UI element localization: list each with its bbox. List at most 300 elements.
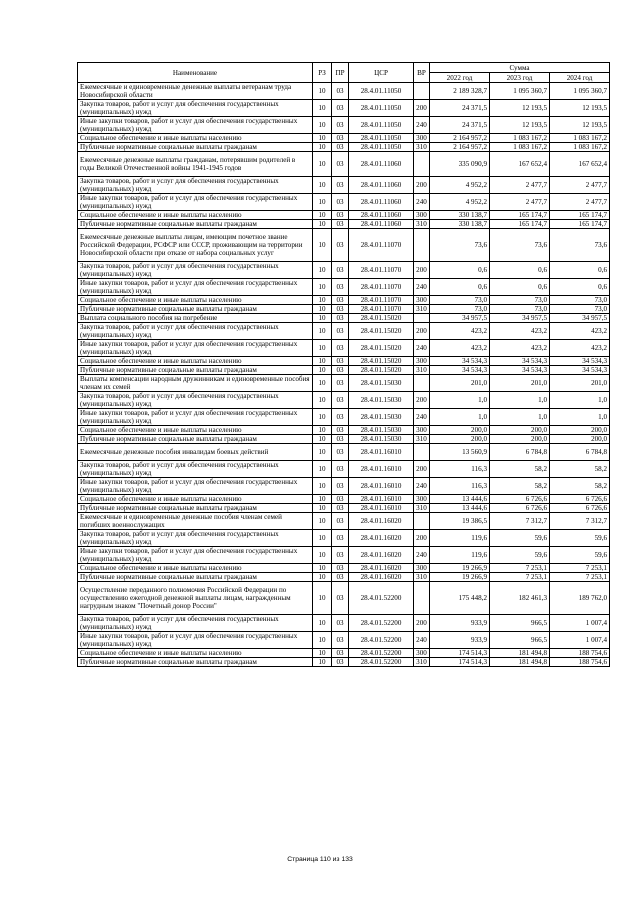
cell-vr: 200 <box>414 177 430 194</box>
cell-rz: 10 <box>313 194 332 211</box>
cell-name: Публичные нормативные социальные выплаты гражданам <box>78 658 313 667</box>
cell-name: Закупка товаров, работ и услуг для обеспечения государственных (муниципальных) нужд <box>78 177 313 194</box>
cell-rz: 10 <box>313 573 332 582</box>
cell-2022: 13 444,6 <box>430 495 490 504</box>
cell-2024: 165 174,7 <box>550 211 610 220</box>
cell-csr: 28.4.01.16020 <box>349 547 414 564</box>
cell-name: Иные закупки товаров, работ и услуг для обеспечения государственных (муниципальных) нужд <box>78 478 313 495</box>
cell-2022: 13 444,6 <box>430 504 490 513</box>
col-header-vr: ВР <box>414 63 430 83</box>
cell-2023: 6 726,6 <box>490 504 550 513</box>
cell-pr: 03 <box>332 296 349 305</box>
cell-csr: 28.4.01.11070 <box>349 262 414 279</box>
cell-pr: 03 <box>332 495 349 504</box>
cell-vr: 300 <box>414 649 430 658</box>
cell-vr: 240 <box>414 279 430 296</box>
table-row <box>78 461 610 478</box>
cell-pr: 03 <box>332 152 349 177</box>
cell-pr: 03 <box>332 392 349 409</box>
cell-csr: 28.4.01.52200 <box>349 649 414 658</box>
cell-2023: 1 083 167,2 <box>490 134 550 143</box>
cell-2022: 330 138,7 <box>430 220 490 229</box>
cell-rz: 10 <box>313 177 332 194</box>
cell-pr: 03 <box>332 100 349 117</box>
cell-name: Публичные нормативные социальные выплаты гражданам <box>78 573 313 582</box>
cell-csr: 28.4.01.11070 <box>349 229 414 262</box>
table-row <box>78 279 610 296</box>
cell-csr: 28.4.01.11050 <box>349 100 414 117</box>
cell-rz: 10 <box>313 409 332 426</box>
cell-2024: 189 762,0 <box>550 582 610 615</box>
cell-csr: 28.4.01.16010 <box>349 478 414 495</box>
cell-pr: 03 <box>332 357 349 366</box>
cell-pr: 03 <box>332 530 349 547</box>
cell-2023: 73,0 <box>490 305 550 314</box>
table-row <box>78 134 610 143</box>
cell-csr: 28.4.01.11050 <box>349 117 414 134</box>
table-row <box>78 409 610 426</box>
cell-vr: 310 <box>414 143 430 152</box>
cell-rz: 10 <box>313 220 332 229</box>
cell-name: Ежемесячные денежные выплаты гражданам, потерявшим родителей в годы Великой Отечественной войны 1941-1945 годов <box>78 152 313 177</box>
cell-pr: 03 <box>332 305 349 314</box>
cell-2022: 423,2 <box>430 323 490 340</box>
cell-2022: 19 266,9 <box>430 573 490 582</box>
table-row <box>78 83 610 100</box>
cell-vr: 310 <box>414 658 430 667</box>
cell-csr: 28.4.01.15020 <box>349 357 414 366</box>
cell-rz: 10 <box>313 435 332 444</box>
cell-rz: 10 <box>313 83 332 100</box>
page-number: Страница 110 из 133 <box>287 856 353 863</box>
cell-rz: 10 <box>313 375 332 392</box>
table-row <box>78 435 610 444</box>
cell-csr: 28.4.01.11060 <box>349 194 414 211</box>
cell-csr: 28.4.01.52200 <box>349 632 414 649</box>
cell-2024: 58,2 <box>550 478 610 495</box>
cell-vr <box>414 444 430 461</box>
cell-name: Закупка товаров, работ и услуг для обеспечения государственных (муниципальных) нужд <box>78 262 313 279</box>
cell-2023: 165 174,7 <box>490 220 550 229</box>
cell-pr: 03 <box>332 582 349 615</box>
cell-2022: 200,0 <box>430 426 490 435</box>
cell-vr <box>414 375 430 392</box>
cell-2024: 59,6 <box>550 547 610 564</box>
cell-csr: 28.4.01.15030 <box>349 435 414 444</box>
cell-name: Публичные нормативные социальные выплаты гражданам <box>78 220 313 229</box>
cell-csr: 28.4.01.11070 <box>349 305 414 314</box>
cell-2022: 174 514,3 <box>430 649 490 658</box>
cell-pr: 03 <box>332 649 349 658</box>
cell-2022: 116,3 <box>430 461 490 478</box>
cell-rz: 10 <box>313 143 332 152</box>
cell-name: Выплаты компенсации народным дружинникам и единовременные пособия членам их семей <box>78 375 313 392</box>
cell-2024: 73,6 <box>550 229 610 262</box>
cell-2024: 1 007,4 <box>550 615 610 632</box>
cell-2022: 335 090,9 <box>430 152 490 177</box>
col-header-csr: ЦСР <box>349 63 414 83</box>
cell-2022: 34 534,3 <box>430 366 490 375</box>
cell-rz: 10 <box>313 134 332 143</box>
cell-csr: 28.4.01.11060 <box>349 211 414 220</box>
cell-vr: 240 <box>414 632 430 649</box>
cell-vr: 310 <box>414 305 430 314</box>
cell-pr: 03 <box>332 658 349 667</box>
cell-pr: 03 <box>332 279 349 296</box>
cell-rz: 10 <box>313 444 332 461</box>
cell-vr <box>414 152 430 177</box>
cell-name: Ежемесячные денежные пособия инвалидам боевых действий <box>78 444 313 461</box>
cell-2022: 73,6 <box>430 229 490 262</box>
cell-rz: 10 <box>313 547 332 564</box>
cell-name: Иные закупки товаров, работ и услуг для обеспечения государственных (муниципальных) нужд <box>78 117 313 134</box>
table-row <box>78 117 610 134</box>
cell-2023: 1 083 167,2 <box>490 143 550 152</box>
cell-vr: 200 <box>414 615 430 632</box>
table-row <box>78 177 610 194</box>
cell-2024: 1 083 167,2 <box>550 134 610 143</box>
cell-name: Ежемесячные и единовременные денежные пособия членам семей погибших военнослужащих <box>78 513 313 530</box>
budget-table <box>77 62 610 667</box>
cell-2024: 12 193,5 <box>550 117 610 134</box>
cell-2024: 1 095 360,7 <box>550 83 610 100</box>
cell-rz: 10 <box>313 229 332 262</box>
table-row <box>78 220 610 229</box>
cell-pr: 03 <box>332 229 349 262</box>
cell-csr: 28.4.01.11060 <box>349 152 414 177</box>
cell-pr: 03 <box>332 435 349 444</box>
table-row <box>78 573 610 582</box>
table-row <box>78 582 610 615</box>
cell-2023: 1,0 <box>490 392 550 409</box>
cell-rz: 10 <box>313 478 332 495</box>
cell-pr: 03 <box>332 426 349 435</box>
cell-vr: 200 <box>414 100 430 117</box>
table-row <box>78 658 610 667</box>
cell-name: Закупка товаров, работ и услуг для обеспечения государственных (муниципальных) нужд <box>78 392 313 409</box>
table-row <box>78 513 610 530</box>
cell-2024: 6 726,6 <box>550 495 610 504</box>
table-row <box>78 296 610 305</box>
cell-2023: 12 193,5 <box>490 117 550 134</box>
cell-csr: 28.4.01.11050 <box>349 143 414 152</box>
cell-pr: 03 <box>332 461 349 478</box>
cell-2022: 0,6 <box>430 279 490 296</box>
cell-pr: 03 <box>332 632 349 649</box>
cell-csr: 28.4.01.16020 <box>349 530 414 547</box>
cell-name: Ежемесячные денежные выплаты лицам, имеющим почетное звание Российской Федерации, РСФСР или СССР, проживающим на территории Новосибирской области при отказе от набора социальных услуг <box>78 229 313 262</box>
cell-2022: 1,0 <box>430 392 490 409</box>
cell-vr: 310 <box>414 366 430 375</box>
cell-2023: 200,0 <box>490 435 550 444</box>
table-row <box>78 305 610 314</box>
cell-vr <box>414 582 430 615</box>
cell-2022: 1,0 <box>430 409 490 426</box>
cell-name: Публичные нормативные социальные выплаты гражданам <box>78 435 313 444</box>
cell-name: Социальное обеспечение и иные выплаты населению <box>78 426 313 435</box>
cell-name: Публичные нормативные социальные выплаты гражданам <box>78 305 313 314</box>
cell-rz: 10 <box>313 632 332 649</box>
cell-pr: 03 <box>332 262 349 279</box>
cell-2023: 423,2 <box>490 323 550 340</box>
cell-2022: 2 164 957,2 <box>430 143 490 152</box>
cell-csr: 28.4.01.52200 <box>349 658 414 667</box>
cell-csr: 28.4.01.16010 <box>349 461 414 478</box>
cell-name: Публичные нормативные социальные выплаты гражданам <box>78 504 313 513</box>
cell-pr: 03 <box>332 513 349 530</box>
cell-2023: 7 253,1 <box>490 573 550 582</box>
cell-name: Закупка товаров, работ и услуг для обеспечения государственных (муниципальных) нужд <box>78 615 313 632</box>
cell-name: Социальное обеспечение и иные выплаты населению <box>78 649 313 658</box>
table-row <box>78 211 610 220</box>
cell-rz: 10 <box>313 152 332 177</box>
table-row <box>78 478 610 495</box>
cell-2024: 58,2 <box>550 461 610 478</box>
table-row <box>78 357 610 366</box>
cell-name: Иные закупки товаров, работ и услуг для обеспечения государственных (муниципальных) нужд <box>78 409 313 426</box>
cell-pr: 03 <box>332 564 349 573</box>
table-row <box>78 340 610 357</box>
cell-2023: 181 494,8 <box>490 649 550 658</box>
cell-2024: 59,6 <box>550 530 610 547</box>
cell-pr: 03 <box>332 504 349 513</box>
table-row <box>78 547 610 564</box>
cell-2022: 73,0 <box>430 305 490 314</box>
cell-name: Закупка товаров, работ и услуг для обеспечения государственных (муниципальных) нужд <box>78 323 313 340</box>
cell-pr: 03 <box>332 117 349 134</box>
cell-rz: 10 <box>313 582 332 615</box>
cell-rz: 10 <box>313 426 332 435</box>
cell-pr: 03 <box>332 143 349 152</box>
cell-pr: 03 <box>332 366 349 375</box>
cell-csr: 28.4.01.52200 <box>349 582 414 615</box>
cell-2023: 167 652,4 <box>490 152 550 177</box>
cell-rz: 10 <box>313 615 332 632</box>
cell-2024: 200,0 <box>550 426 610 435</box>
cell-2024: 165 174,7 <box>550 220 610 229</box>
cell-2024: 6 726,6 <box>550 504 610 513</box>
col-header-name: Наименование <box>78 63 313 83</box>
cell-2023: 7 253,1 <box>490 564 550 573</box>
cell-pr: 03 <box>332 547 349 564</box>
cell-2024: 200,0 <box>550 435 610 444</box>
cell-name: Иные закупки товаров, работ и услуг для обеспечения государственных (муниципальных) нужд <box>78 340 313 357</box>
cell-vr <box>414 513 430 530</box>
cell-vr: 300 <box>414 495 430 504</box>
col-header-sum: Сумма <box>430 63 610 73</box>
cell-2022: 4 952,2 <box>430 177 490 194</box>
cell-vr: 240 <box>414 409 430 426</box>
cell-vr: 300 <box>414 134 430 143</box>
cell-vr <box>414 83 430 100</box>
cell-name: Социальное обеспечение и иные выплаты населению <box>78 357 313 366</box>
cell-2022: 13 560,9 <box>430 444 490 461</box>
cell-2024: 1,0 <box>550 409 610 426</box>
cell-name: Публичные нормативные социальные выплаты гражданам <box>78 143 313 152</box>
cell-rz: 10 <box>313 305 332 314</box>
cell-2023: 966,5 <box>490 632 550 649</box>
cell-2022: 0,6 <box>430 262 490 279</box>
cell-rz: 10 <box>313 100 332 117</box>
cell-2022: 19 386,5 <box>430 513 490 530</box>
cell-name: Ежемесячные и единовременные денежные выплаты ветеранам труда Новосибирской области <box>78 83 313 100</box>
cell-2024: 7 253,1 <box>550 573 610 582</box>
cell-rz: 10 <box>313 211 332 220</box>
cell-vr: 200 <box>414 461 430 478</box>
cell-rz: 10 <box>313 366 332 375</box>
cell-2023: 7 312,7 <box>490 513 550 530</box>
table-row <box>78 632 610 649</box>
table-row <box>78 426 610 435</box>
cell-pr: 03 <box>332 478 349 495</box>
cell-pr: 03 <box>332 375 349 392</box>
cell-2022: 200,0 <box>430 435 490 444</box>
cell-2024: 1,0 <box>550 392 610 409</box>
cell-2022: 201,0 <box>430 375 490 392</box>
cell-name: Социальное обеспечение и иные выплаты населению <box>78 495 313 504</box>
cell-pr: 03 <box>332 83 349 100</box>
cell-2024: 201,0 <box>550 375 610 392</box>
cell-2023: 1 095 360,7 <box>490 83 550 100</box>
col-header-pr: ПР <box>332 63 349 83</box>
cell-csr: 28.4.01.15030 <box>349 375 414 392</box>
cell-2023: 165 174,7 <box>490 211 550 220</box>
cell-rz: 10 <box>313 504 332 513</box>
cell-vr: 240 <box>414 194 430 211</box>
cell-name: Публичные нормативные социальные выплаты гражданам <box>78 366 313 375</box>
cell-2024: 7 253,1 <box>550 564 610 573</box>
cell-rz: 10 <box>313 323 332 340</box>
cell-csr: 28.4.01.11050 <box>349 134 414 143</box>
cell-2023: 73,6 <box>490 229 550 262</box>
cell-name: Социальное обеспечение и иные выплаты населению <box>78 134 313 143</box>
cell-2022: 119,6 <box>430 547 490 564</box>
cell-pr: 03 <box>332 177 349 194</box>
cell-name: Осуществление переданного полномочия Российской Федерации по осуществлению ежегодной денежной выплаты лицам, награжденным нагрудным знаком "Почетный донор России" <box>78 582 313 615</box>
table-row <box>78 392 610 409</box>
cell-csr: 28.4.01.15020 <box>349 366 414 375</box>
cell-2023: 34 957,5 <box>490 314 550 323</box>
table-row <box>78 564 610 573</box>
cell-rz: 10 <box>313 461 332 478</box>
cell-pr: 03 <box>332 211 349 220</box>
cell-rz: 10 <box>313 513 332 530</box>
cell-vr: 240 <box>414 117 430 134</box>
cell-2024: 423,2 <box>550 323 610 340</box>
cell-2023: 423,2 <box>490 340 550 357</box>
cell-2024: 1 083 167,2 <box>550 143 610 152</box>
cell-csr: 28.4.01.11060 <box>349 220 414 229</box>
cell-2023: 58,2 <box>490 478 550 495</box>
cell-2023: 6 784,8 <box>490 444 550 461</box>
cell-vr: 240 <box>414 340 430 357</box>
cell-2022: 933,9 <box>430 615 490 632</box>
cell-csr: 28.4.01.15030 <box>349 409 414 426</box>
cell-pr: 03 <box>332 573 349 582</box>
table-row <box>78 504 610 513</box>
cell-2023: 201,0 <box>490 375 550 392</box>
table-body <box>78 83 610 667</box>
table-row <box>78 314 610 323</box>
cell-2024: 12 193,5 <box>550 100 610 117</box>
cell-2022: 330 138,7 <box>430 211 490 220</box>
cell-csr: 28.4.01.11070 <box>349 296 414 305</box>
cell-pr: 03 <box>332 615 349 632</box>
cell-2024: 1 007,4 <box>550 632 610 649</box>
cell-csr: 28.4.01.52200 <box>349 615 414 632</box>
col-header-2022: 2022 год <box>430 73 490 83</box>
cell-2023: 0,6 <box>490 262 550 279</box>
cell-csr: 28.4.01.16010 <box>349 495 414 504</box>
cell-name: Закупка товаров, работ и услуг для обеспечения государственных (муниципальных) нужд <box>78 530 313 547</box>
cell-rz: 10 <box>313 340 332 357</box>
cell-2023: 12 193,5 <box>490 100 550 117</box>
cell-csr: 28.4.01.15020 <box>349 323 414 340</box>
cell-csr: 28.4.01.15030 <box>349 392 414 409</box>
cell-vr: 200 <box>414 262 430 279</box>
cell-vr <box>414 229 430 262</box>
cell-rz: 10 <box>313 658 332 667</box>
cell-pr: 03 <box>332 323 349 340</box>
cell-vr: 310 <box>414 504 430 513</box>
cell-csr: 28.4.01.16020 <box>349 513 414 530</box>
cell-vr: 310 <box>414 573 430 582</box>
cell-2022: 19 266,9 <box>430 564 490 573</box>
cell-rz: 10 <box>313 495 332 504</box>
table-row <box>78 262 610 279</box>
cell-2023: 34 534,3 <box>490 366 550 375</box>
cell-vr <box>414 314 430 323</box>
cell-2023: 6 726,6 <box>490 495 550 504</box>
cell-2024: 34 534,3 <box>550 357 610 366</box>
cell-pr: 03 <box>332 134 349 143</box>
cell-rz: 10 <box>313 296 332 305</box>
cell-2024: 188 754,6 <box>550 658 610 667</box>
cell-csr: 28.4.01.15020 <box>349 314 414 323</box>
cell-2022: 175 448,2 <box>430 582 490 615</box>
cell-2023: 181 494,8 <box>490 658 550 667</box>
cell-csr: 28.4.01.11050 <box>349 83 414 100</box>
table-row <box>78 444 610 461</box>
cell-rz: 10 <box>313 117 332 134</box>
cell-name: Иные закупки товаров, работ и услуг для обеспечения государственных (муниципальных) нужд <box>78 194 313 211</box>
cell-2024: 6 784,8 <box>550 444 610 461</box>
cell-2022: 119,6 <box>430 530 490 547</box>
cell-2024: 73,0 <box>550 305 610 314</box>
cell-pr: 03 <box>332 444 349 461</box>
header-row-1 <box>78 63 610 73</box>
table-row <box>78 649 610 658</box>
table-row <box>78 366 610 375</box>
cell-2022: 73,0 <box>430 296 490 305</box>
cell-2022: 24 371,5 <box>430 100 490 117</box>
cell-2022: 423,2 <box>430 340 490 357</box>
cell-2023: 0,6 <box>490 279 550 296</box>
cell-2024: 423,2 <box>550 340 610 357</box>
cell-vr: 300 <box>414 564 430 573</box>
cell-2022: 34 957,5 <box>430 314 490 323</box>
table-row <box>78 615 610 632</box>
cell-2022: 116,3 <box>430 478 490 495</box>
table-row <box>78 152 610 177</box>
cell-2023: 59,6 <box>490 547 550 564</box>
cell-csr: 28.4.01.16020 <box>349 564 414 573</box>
cell-pr: 03 <box>332 194 349 211</box>
table-row <box>78 229 610 262</box>
cell-2024: 34 534,3 <box>550 366 610 375</box>
cell-vr: 300 <box>414 357 430 366</box>
cell-2024: 167 652,4 <box>550 152 610 177</box>
